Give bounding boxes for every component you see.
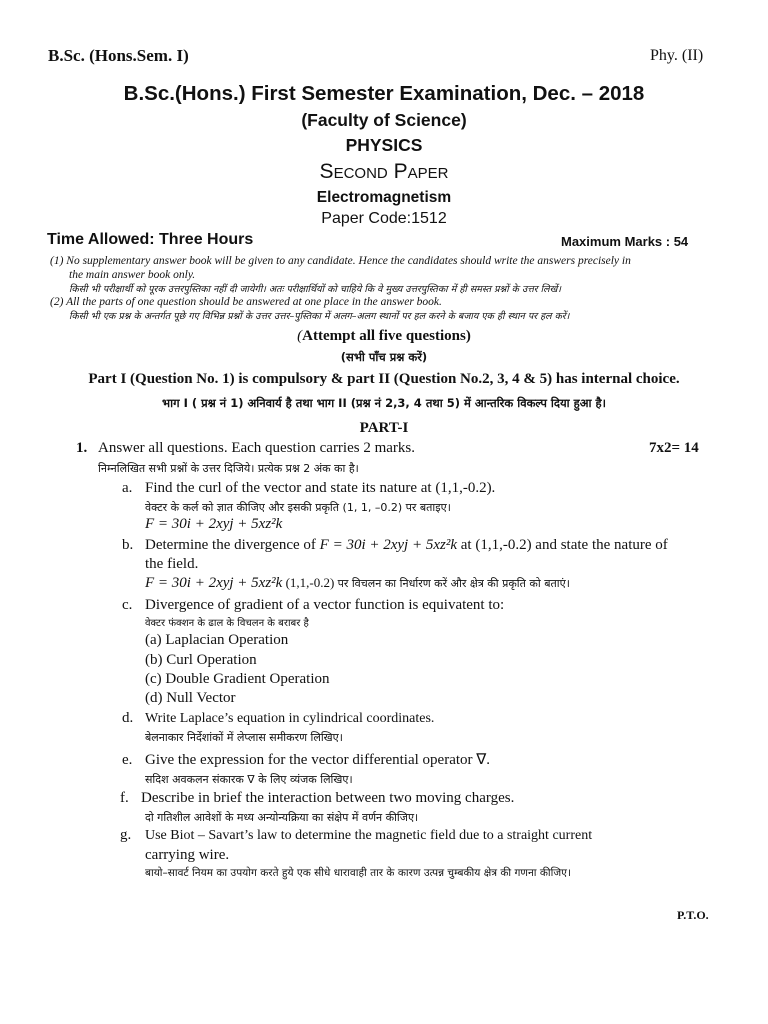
item-d-hindi: बेलनाकार निर्देशांकों में लेप्लास समीकरण लिखिए। — [145, 731, 343, 744]
item-g-label: g. — [120, 827, 132, 843]
item-c-option-b: (b) Curl Operation — [145, 652, 257, 668]
instruction-1-hindi: किसी भी परीक्षार्थी को पूरक उत्तरपुस्तिका नहीं दी जायेगी। अतः परीक्षार्थियों को चाहिये कि वे मुख्य उत्तरपुस्तिका में ही समस्त प्रश्नों के उत्तर लिखें। — [69, 284, 561, 295]
item-c-option-c: (c) Double Gradient Operation — [145, 671, 330, 687]
item-b-inline-equation: F = 30i + 2xyj + 5xz²k — [319, 537, 457, 553]
question-1-hindi: निम्नलिखित सभी प्रश्नों के उत्तर दिजिये। प्रत्येक प्रश्न 2 अंक का है। — [98, 462, 359, 475]
item-e-label: e. — [122, 752, 133, 768]
paper-title-p: P — [387, 160, 408, 183]
header-course: B.Sc. (Hons.Sem. I) — [48, 46, 189, 65]
item-c-hindi: वेक्टर फंक्शन के ढाल के विचलन के बराबर है — [145, 618, 309, 629]
instruction-2-hindi: किसी भी एक प्रश्न के अन्तर्गत पूछे गए विभिन्न प्रश्नों के उत्तर उत्तर–पुस्तिका में अलग–अलग स्थानों पर हल करने के बजाय एक ही स्थान पर हल करें। — [69, 311, 570, 322]
paper-title-s: S — [319, 160, 334, 183]
question-1-marks: 7x2= 14 — [649, 440, 699, 456]
item-b-equation: F = 30i + 2xyj + 5xz²k — [145, 575, 283, 591]
item-b-text-post: at (1,1,-0.2) and state the nature of — [457, 537, 668, 553]
faculty-title: (Faculty of Science) — [301, 110, 467, 130]
item-f-hindi: दो गतिशील आवेशों के मध्य अन्योन्यक्रिया का संक्षेप में वर्णन कीजिए। — [145, 811, 419, 824]
time-allowed: Time Allowed: Three Hours — [47, 231, 254, 248]
attempt-paren: ( — [297, 328, 303, 344]
question-1-number: 1. — [76, 440, 88, 456]
subject-title: PHYSICS — [345, 135, 423, 155]
item-c-text: Divergence of gradient of a vector function is equivatent to: — [145, 597, 505, 613]
header-paper-id: Phy. (II) — [650, 47, 704, 64]
attempt-instruction-hindi: (सभी पाँच प्रश्न करें) — [340, 350, 428, 364]
item-e-text: Give the expression for the vector differential operator ∇. — [145, 752, 491, 768]
topic-title: Electromagnetism — [316, 189, 452, 206]
paper-title-aper: APER — [407, 165, 449, 182]
item-b-label: b. — [122, 537, 134, 553]
item-a-equation: F = 30i + 2xyj + 5xz²k — [145, 516, 283, 532]
item-a-hindi: वेक्टर के कर्ल को ज्ञात कीजिए और इसकी प्रकृति (1, 1, –0.2) पर बताइए। — [145, 501, 451, 514]
item-g-text-line-1: Use Biot – Savart’s law to determine the magnetic field due to a straight current — [145, 828, 593, 843]
item-f-text: Describe in brief the interaction between two moving charges. — [141, 790, 515, 806]
item-f-label: f. — [120, 790, 129, 806]
attempt-text: Attempt all five questions) — [302, 328, 471, 344]
maximum-marks: Maximum Marks : 54 — [561, 234, 689, 249]
instruction-1-line-2: the main answer book only. — [69, 269, 196, 281]
part-heading: PART-I — [359, 420, 409, 436]
item-c-option-d: (d) Null Vector — [145, 690, 236, 706]
question-1-text: Answer all questions. Each question carries 2 marks. — [98, 440, 415, 456]
item-b-text-line-1 — [145, 537, 668, 554]
item-a-text: Find the curl of the vector and state its nature at (1,1,-0.2). — [145, 480, 496, 496]
instruction-2: (2) All the parts of one question should be answered at one place in the answer book. — [50, 296, 442, 308]
item-c-label: c. — [122, 597, 133, 613]
instruction-1-line-1: (1) No supplementary answer book will be given to any candidate. Hence the candidates should write the answers precisely in — [50, 255, 631, 267]
item-b-point: (1,1,-0.2) — [282, 575, 338, 590]
paper-code: Paper Code:1512 — [321, 210, 447, 227]
paper-title-econd: ECOND — [333, 165, 388, 182]
item-a-label: a. — [122, 480, 133, 496]
part-note: Part I (Question No. 1) is compulsory & part II (Question No.2, 3, 4 & 5) has internal choice. — [88, 371, 680, 387]
paper-title — [0, 160, 768, 184]
item-b-text-line-2: the field. — [145, 556, 199, 572]
item-g-text-line-2: carrying wire. — [145, 847, 230, 863]
page-turn-over: P.T.O. — [677, 908, 709, 922]
item-e-hindi: सदिश अवकलन संकारक ∇ के लिए व्यंजक लिखिए। — [145, 773, 353, 786]
item-b-text-pre: Determine the divergence of — [145, 537, 320, 553]
exam-title: B.Sc.(Hons.) First Semester Examination, Dec. – 2018 — [123, 82, 645, 105]
item-b-hindi: पर विचलन का निर्धारण करें और क्षेत्र की प्रकृति को बताएं। — [337, 577, 570, 590]
item-c-option-a: (a) Laplacian Operation — [145, 632, 289, 648]
item-b-equation-line — [145, 575, 570, 592]
item-d-text: Write Laplace’s equation in cylindrical coordinates. — [145, 711, 435, 726]
attempt-instruction — [0, 328, 768, 345]
item-g-hindi: बायो–सावर्ट नियम का उपयोग करते हुये एक सीधे धारावाही तार के कारण उत्पन्न चुम्बकीय क्षेत्र की गणना कीजिए। — [145, 867, 571, 879]
item-d-label: d. — [122, 710, 134, 726]
part-note-hindi: भाग I ( प्रश्न नं 1) अनिवार्य है तथा भाग II (प्रश्न नं 2,3, 4 तथा 5) में आन्तरिक विकल्प दिया हुआ है। — [162, 396, 606, 410]
